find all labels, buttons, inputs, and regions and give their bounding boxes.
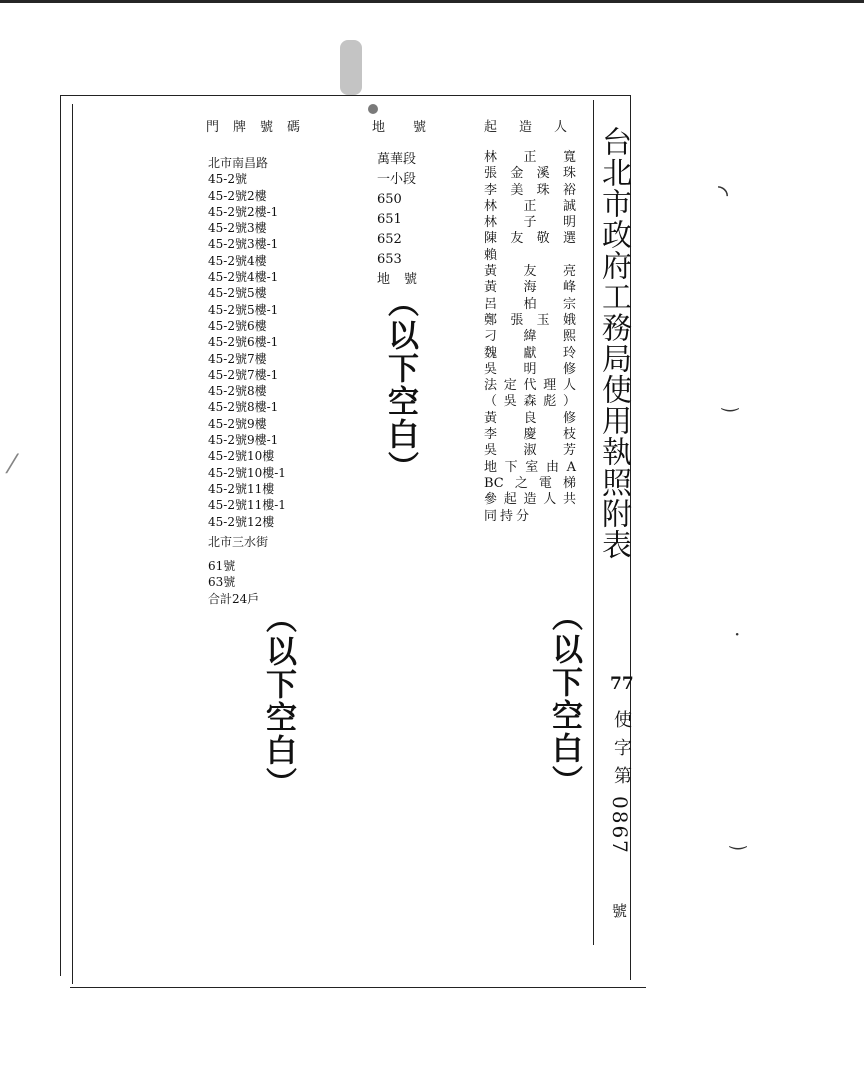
lot-line: 651: [377, 212, 402, 227]
address-line: 45-2號6樓-1: [208, 335, 279, 350]
lot-line: 萬華段: [377, 152, 417, 167]
owner-line: 參起造人共: [484, 492, 576, 508]
address-line: 63號: [208, 575, 236, 590]
lot-line: 一小段: [377, 172, 417, 187]
lot-column: [377, 150, 431, 290]
header-door-number: 門牌號碼: [206, 120, 315, 135]
blank-below-stamp-lots: （以下空白）: [382, 286, 418, 484]
address-line: 45-2號7樓: [208, 351, 267, 366]
address-line: 45-2號3樓-1: [208, 237, 279, 252]
address-line: 45-2號: [208, 172, 247, 187]
permit-suffix: 號: [612, 902, 628, 920]
owner-line: 張金溪珠: [484, 166, 576, 182]
address-line: 合計24戶: [208, 591, 260, 606]
lot-line: 地號: [377, 272, 432, 287]
lot-line: 653: [377, 252, 402, 267]
scan-speck: [340, 40, 362, 95]
address-line: 45-2號2樓-1: [208, 204, 279, 219]
owner-line: （吳森彪）: [484, 394, 576, 410]
owner-line: 陳友敬選: [484, 231, 576, 247]
owner-line: BC之電梯: [484, 475, 576, 491]
address-line: 45-2號9樓-1: [208, 433, 279, 448]
address-line: 45-2號6樓: [208, 318, 267, 333]
left-inner-rule: [72, 104, 73, 984]
owner-line: 魏獻玲: [484, 345, 576, 361]
form-title: 台北市政府工務局使用執照附表: [596, 126, 631, 560]
header-owner: 起造人: [484, 120, 590, 135]
margin-mark: ⁄: [10, 450, 15, 480]
permit-serial: 0867: [608, 796, 632, 855]
address-line: 45-2號3樓: [208, 221, 267, 236]
margin-mark: ·: [734, 622, 741, 646]
owner-line: 同持分: [484, 508, 533, 524]
owner-line: 地下室由A: [484, 459, 576, 475]
address-line: 45-2號7樓-1: [208, 367, 279, 382]
owner-line: 刁緯熙: [484, 329, 576, 345]
margin-mark: ‿: [730, 826, 747, 850]
address-line: 45-2號8樓-1: [208, 400, 279, 415]
address-line: 45-2號10樓: [208, 449, 275, 464]
blank-below-stamp-owners: （以下空白）: [546, 600, 582, 798]
title-divider: [593, 100, 594, 945]
owner-column: [484, 150, 576, 525]
address-line: 45-2號8樓: [208, 384, 267, 399]
owner-line: 李美珠裕: [484, 182, 576, 198]
address-line: 45-2號11樓-1: [208, 498, 286, 513]
address-line: 45-2號2樓: [208, 188, 267, 203]
owner-line: 賴: [484, 247, 498, 263]
address-line: 45-2號11樓: [208, 481, 275, 496]
address-line: 45-2號5樓-1: [208, 302, 279, 317]
owner-line: 法定代理人: [484, 378, 576, 394]
lot-line: 650: [377, 192, 402, 207]
address-line: 45-2號9樓: [208, 416, 267, 431]
owner-line: 李慶枝: [484, 427, 576, 443]
margin-mark: ‿: [722, 388, 739, 412]
header-lot-number: 地號: [372, 120, 455, 135]
lot-line: 652: [377, 232, 402, 247]
owner-line: 黃友亮: [484, 264, 576, 280]
owner-line: 林正誠: [484, 198, 576, 214]
owner-line: 鄭張玉娥: [484, 312, 576, 328]
owner-line: 吳明修: [484, 361, 576, 377]
margin-mark: ◝: [718, 180, 729, 210]
address-line: 45-2號5樓: [208, 286, 267, 301]
address-line: 北市南昌路: [208, 156, 269, 170]
address-line: 61號: [208, 559, 236, 574]
address-line: 45-2號12樓: [208, 514, 275, 529]
owner-line: 黃海峰: [484, 280, 576, 296]
address-column: [208, 155, 286, 607]
address-line: 45-2號10樓-1: [208, 465, 286, 480]
owner-line: 呂柏宗: [484, 296, 576, 312]
owner-line: 吳淑芳: [484, 443, 576, 459]
scan-top-edge: [0, 0, 864, 3]
address-line: 45-2號4樓: [208, 253, 267, 268]
owner-line: 黃良修: [484, 410, 576, 426]
permit-year: 77: [610, 674, 634, 694]
owner-line: 林正寬: [484, 150, 576, 165]
address-line: 45-2號4樓-1: [208, 270, 279, 285]
owner-line: 林子明: [484, 215, 576, 231]
permit-type: 使字第: [611, 710, 632, 794]
address-line: 北市三水街: [208, 534, 269, 549]
form-bottom-rule: [70, 987, 646, 988]
blank-below-stamp-addresses: （以下空白）: [260, 602, 296, 800]
